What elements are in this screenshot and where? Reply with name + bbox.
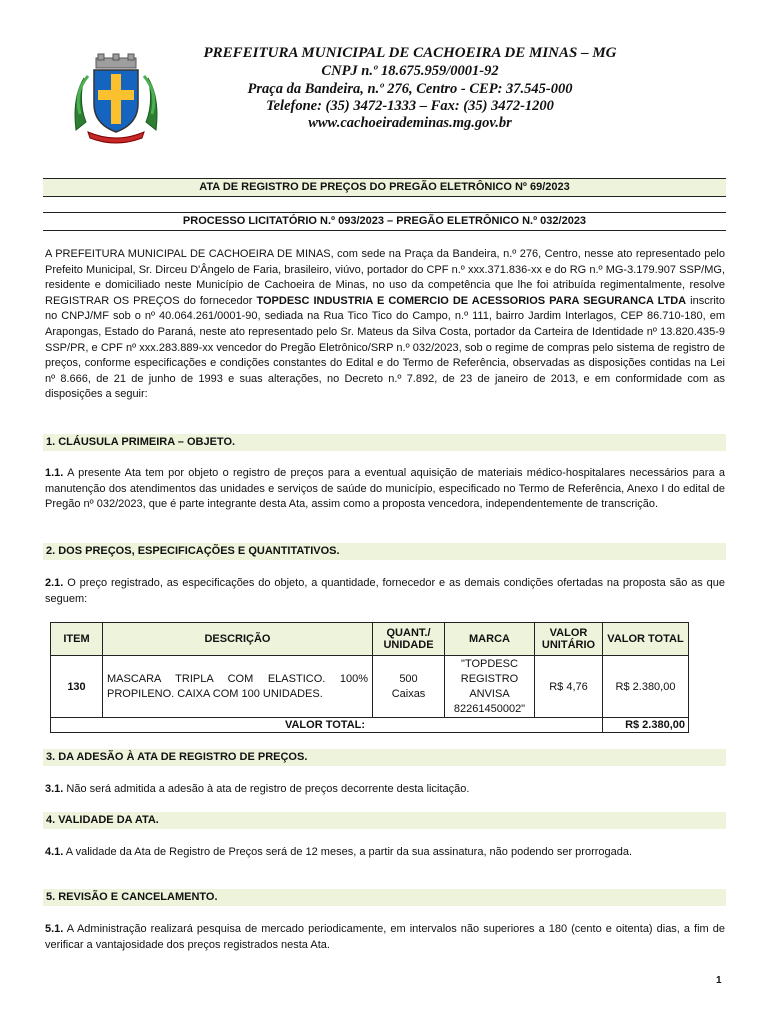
clause-4-1 [45,845,725,861]
clause-number: 5.1. [45,923,64,935]
clause-5-1 [45,922,725,953]
total-label: VALOR TOTAL: [51,718,603,733]
header-address: Praça da Bandeira, n.º 276, Centro - CEP: 37.545-000 [247,81,573,97]
col-header-unit-value: VALOR UNITÁRIO [535,623,603,656]
cell-item: 130 [51,656,103,718]
total-value: R$ 2.380,00 [603,718,689,733]
col-header-description: DESCRIÇÃO [103,623,373,656]
clause-text: A validade da Ata de Registro de Preços será de 12 meses, a partir da sua assinatura, não podendo ser prorrogada. [63,846,633,858]
section-heading-5: 5. REVISÃO E CANCELAMENTO. [43,889,726,906]
clause-3-1 [45,782,725,798]
unit-value: Caixas [391,687,426,700]
cell-brand: "TOPDESC REGISTRO ANVISA 82261450002" [445,656,535,718]
col-header-quantity: QUANT./ UNIDADE [373,623,445,656]
clause-2-1 [45,576,725,607]
quantity-value: 500 [399,672,418,685]
clause-text: O preço registrado, as especificações do objeto, a quantidade, fornecedor e as demais condições ofertadas na proposta são as que seguem: [45,577,725,605]
page-number: 1 [716,975,722,986]
section-heading-1: 1. CLÁUSULA PRIMEIRA – OBJETO. [43,434,726,451]
header-website: www.cachoeirademinas.mg.gov.br [308,115,512,131]
section-heading-3: 3. DA ADESÃO À ATA DE REGISTRO DE PREÇOS. [43,749,726,766]
clause-number: 1.1. [45,467,64,479]
intro-text-cont: inscrito no CNPJ/MF sob o nº 40.064.261/0001-90, sediada na Rua Tico Tico do Campo, n.º 111, bairro Jardim Interlagos, CEP 86.710-180, em Arapongas, Estado do Paraná, neste ato representado pelo Sr. Mateus da Silva Costa, portador da Carteira de Identidade nº 13.820.435-9 SSP/PR, e CPF nº xxx.283.889-xx vencedor do Pregão Eletrônico/SRP n.º 032/2023, sob o regime de compras pelo sistema de registro de preços, conforme especificações e condições constantes do Edital e do Termo de Referência, observadas as disposições contidas na Lei nº 8.666, de 21 de junho de 1993 e suas alterações, no Decreto n.º 7.892, de 23 de janeiro de 2013, e em conformidade com as disposições a seguir: [45,294,725,401]
table-header-row [51,623,689,656]
document-title: ATA DE REGISTRO DE PREÇOS DO PREGÃO ELETRÔNICO Nº 69/2023 [43,178,726,197]
cell-total-price: R$ 2.380,00 [603,656,689,718]
section-heading-2: 2. DOS PREÇOS, ESPECIFICAÇÕES E QUANTITATIVOS. [43,543,726,560]
clause-text: A presente Ata tem por objeto o registro de preços para a eventual aquisição de materiais médico-hospitalares necessários para a manutenção dos atendimentos das unidades e serviços de saúde do município, especificado no Termo de Referência, Anexo I do edital de Pregão nº 032/2023, que é parte integrante desta Ata, assim como a proposta vencedora, independentemente de transcrição. [45,467,725,511]
document-subtitle: PROCESSO LICITATÓRIO N.º 093/2023 – PREGÃO ELETRÔNICO N.º 032/2023 [43,212,726,231]
cell-description: MASCARA TRIPLA COM ELASTICO. 100% PROPILENO. CAIXA COM 100 UNIDADES. [103,656,373,718]
clause-number: 3.1. [45,783,64,795]
section-heading-4: 4. VALIDADE DA ATA. [43,812,726,829]
clause-number: 2.1. [45,577,64,589]
header-phone: Telefone: (35) 3472-1333 – Fax: (35) 3472-1200 [266,98,554,114]
col-header-total-value: VALOR TOTAL [603,623,689,656]
intro-paragraph [45,247,725,403]
col-header-brand: MARCA [445,623,535,656]
clause-number: 4.1. [45,846,64,858]
table-total-row [51,718,689,733]
table-row [51,656,689,718]
cell-quantity [373,656,445,718]
supplier-name: TOPDESC INDUSTRIA E COMERCIO DE ACESSORIOS PARA SEGURANCA LTDA [256,294,687,307]
header-title: PREFEITURA MUNICIPAL DE CACHOEIRA DE MINAS – MG [203,45,617,61]
cell-unit-price: R$ 4,76 [535,656,603,718]
header-cnpj: CNPJ n.º 18.675.959/0001-92 [321,63,499,79]
price-table [50,622,689,733]
intro-text: A PREFEITURA MUNICIPAL DE CACHOEIRA DE MINAS, com sede na Praça da Bandeira, n.º 276, Centro, nesse ato representado pelo Prefeito Municipal, Sr. Dirceu D'Ângelo de Faria, brasileiro, viúvo, portador do CPF n.º xxx.371.836-xx e do RG n.º MG-3.179.907 SSP/MG, residente e domiciliado neste Município de Cachoeira de Minas, no uso da competência que lhe foi atribuída regimentalmente, resolve REGISTRAR OS PREÇOS do fornecedor [45,248,725,307]
col-header-item: ITEM [51,623,103,656]
clause-1-1 [45,466,725,513]
municipal-coat-of-arms-icon [70,52,162,144]
clause-text: Não será admitida a adesão à ata de registro de preços decorrente desta licitação. [63,783,470,795]
clause-text: A Administração realizará pesquisa de mercado periodicamente, em intervalos não superiores a 180 (cento e oitenta) dias, a fim de verificar a vantajosidade dos preços registrados nesta Ata. [45,923,725,951]
